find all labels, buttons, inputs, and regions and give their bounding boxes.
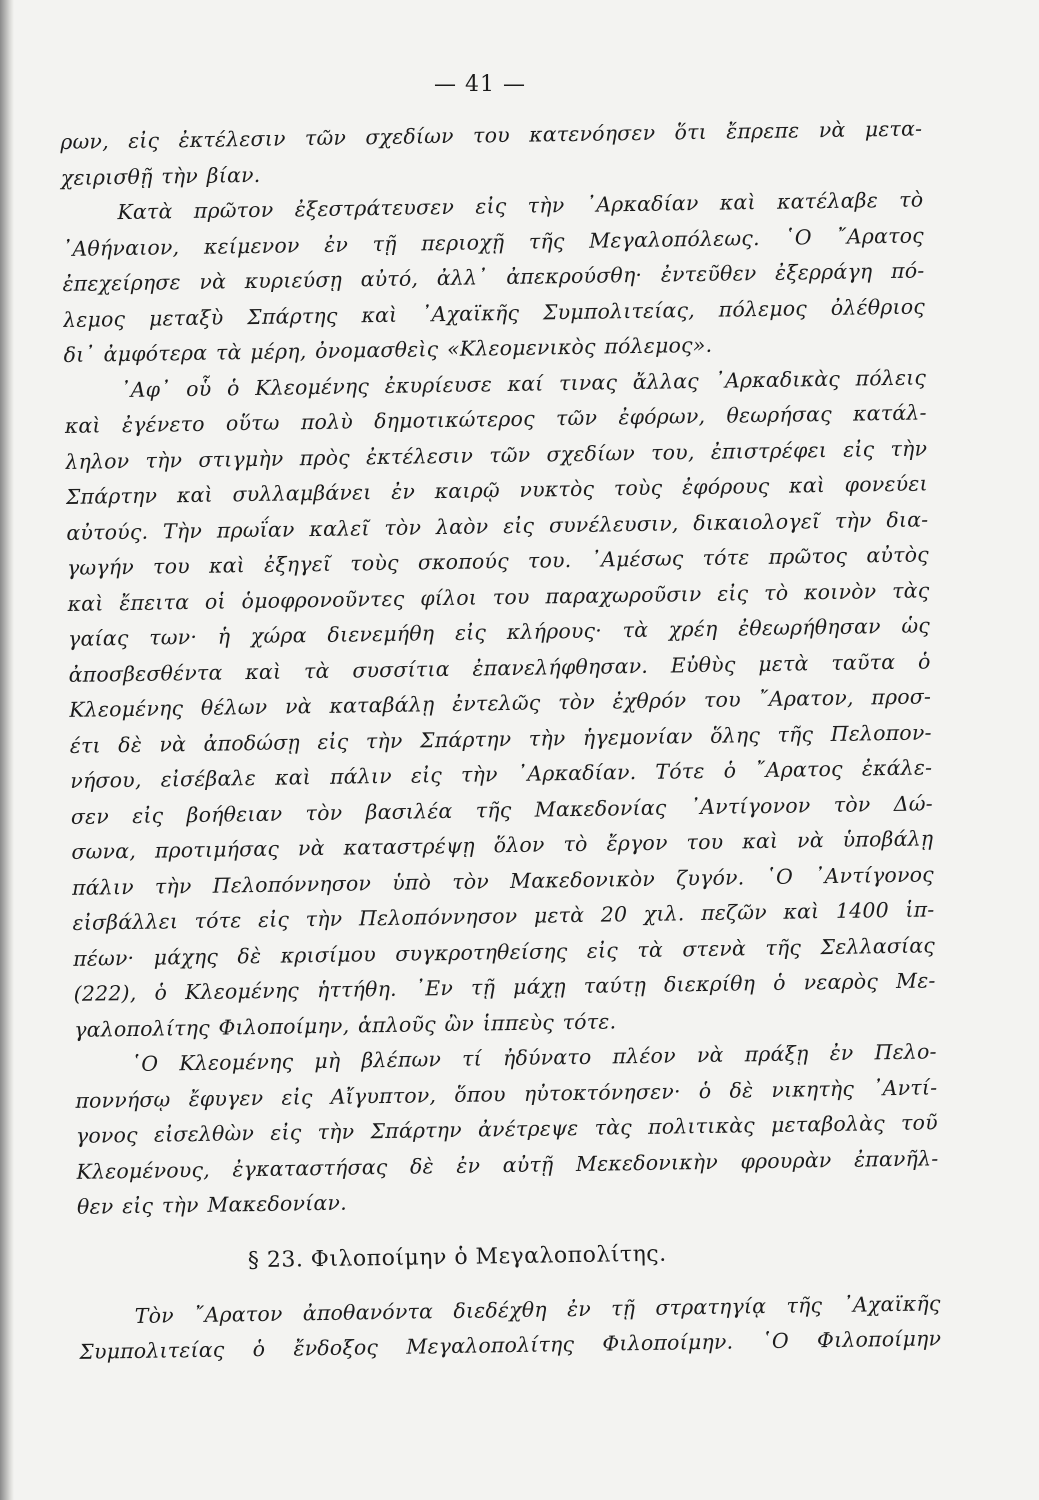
text-line: ἐπεχείρησε νὰ κυριεύσῃ αὐτό, ἀλλ᾿ ἀπεκρούσθη· ἐντεῦθεν ἐξερράγη πό-: [62, 258, 925, 296]
text-line: (222), ὁ Κλεομένης ἡττήθη. ᾿Εν τῇ μάχῃ ταύτῃ διεκρίθη ὁ νεαρὸς Με-: [73, 968, 936, 1006]
text-line: θεν εἰς τὴν Μακεδονίαν.: [76, 1190, 347, 1219]
text-line: δι᾿ ἀμφότερα τὰ μέρη, ὀνομασθεὶς «Κλεομενικὸς πόλεμος».: [63, 332, 713, 367]
text-line: γωγήν του καὶ ἐξηγεῖ τοὺς σκοπούς του. ᾿Αμέσως τότε πρῶτος αὐτὸς: [66, 542, 930, 580]
text-line: Συμπολιτείας ὁ ἔνδοξος Μεγαλοπολίτης Φιλοποίμην. ῾Ο Φιλοποίμην: [79, 1326, 942, 1364]
text-line: ποννήσῳ ἔφυγεν εἰς Αἴγυπτον, ὅπου ηὐτοκτόνησεν· ὁ δὲ νικητὴς ᾿Αντί-: [75, 1074, 938, 1113]
text-line: γαίας των· ἡ χώρα διενεμήθη εἰς κλήρους· τὰ χρέη ἐθεωρήθησαν ὡς: [67, 613, 931, 651]
page-body: [60, 111, 941, 1370]
text-line: νήσου, εἰσέβαλε καὶ πάλιν εἰς τὴν ᾿Αρκαδίαν. Τότε ὁ ῎Αρατος ἐκάλε-: [70, 755, 933, 793]
text-line: σωνα, προτιμήσας νὰ καταστρέψῃ ὅλον τὸ ἔργον του καὶ νὰ ὑποβάλῃ: [71, 826, 934, 864]
text-line: χειρισθῇ τὴν βίαν.: [60, 162, 261, 190]
text-line: Κατὰ πρῶτον ἐξεστράτευσεν εἰς τὴν ᾿Αρκαδίαν καὶ κατέλαβε τὸ: [117, 187, 924, 225]
text-line: ἀποσβεσθέντα καὶ τὰ συσσίτια ἐπανελήφθησαν. Εὐθὺς μετὰ ταῦτα ὁ: [68, 648, 931, 687]
text-line: γαλοπολίτης Φιλοποίμην, ἁπλοῦς ὢν ἱππεὺς τότε.: [74, 1008, 617, 1042]
text-line: γονος εἰσελθὼν εἰς τὴν Σπάρτην ἀνέτρεψε τὰς πολιτικὰς μεταβολὰς τοῦ: [75, 1110, 938, 1148]
page-number: — 41 —: [434, 72, 526, 97]
text-line: λεμος μεταξὺ Σπάρτης καὶ ᾿Αχαϊκῆς Συμπολιτείας, πόλεμος ὀλέθριος: [62, 293, 926, 332]
text-line: πέων· μάχης δὲ κρισίμου συγκροτηθείσης εἰς τὰ στενὰ τῆς Σελλασίας: [72, 932, 936, 971]
text-line: αὐτούς. Τὴν πρωΐαν καλεῖ τὸν λαὸν εἰς συνέλευσιν, δικαιολογεῖ τὴν δια-: [66, 506, 929, 545]
text-line: καὶ ἔπειτα οἱ ὁμοφρονοῦντες φίλοι του παραχωροῦσιν εἰς τὸ κοινὸν τὰς: [67, 577, 930, 616]
section-heading: § 23. Φιλοποίμην ὁ Μεγαλοπολίτης.: [247, 1241, 667, 1273]
paragraph-3: [64, 360, 936, 1048]
text-line: ῾Ο Κλεομένης μὴ βλέπων τί ἠδύνατο πλέον νὰ πράξῃ ἐν Πελο-: [130, 1039, 937, 1077]
paragraph-5: [78, 1286, 941, 1371]
text-line: Σπάρτην καὶ συλλαμβάνει ἐν καιρῷ νυκτὸς τοὺς ἐφόρους καὶ φονεύει: [65, 471, 928, 509]
text-line: ᾿Αθήναιον, κείμενον ἐν τῇ περιοχῇ τῆς Μεγαλοπόλεως. ῾Ο ῎Αρατος: [61, 222, 925, 261]
paragraph-4: [74, 1034, 939, 1225]
text-line: Κλεομένους, ἐγκαταστήσας δὲ ἐν αὐτῇ Μεκεδονικὴν φρουρὰν ἐπανῆλ-: [76, 1145, 939, 1184]
text-line: ληλον τὴν στιγμὴν πρὸς ἐκτέλεσιν τῶν σχεδίων του, ἐπιστρέφει εἰς τὴν: [65, 435, 928, 474]
text-line: ᾿Αφ᾿ οὗ ὁ Κλεομένης ἐκυρίευσε καί τινας ἄλλας ᾿Αρκαδικὰς πόλεις: [119, 364, 927, 402]
text-line: καὶ ἐγένετο οὕτω πολὺ δημοτικώτερος τῶν ἐφόρων, θεωρήσας κατάλ-: [64, 400, 927, 438]
text-line: σεν εἰς βοήθειαν τὸν βασιλέα τῆς Μακεδονίας ᾿Αντίγονον τὸν Δώ-: [70, 790, 933, 829]
paragraph-1: [60, 111, 923, 196]
text-line: Κλεομένης θέλων νὰ καταβάλῃ ἐντελῶς τὸν ἐχθρόν του ῎Αρατον, προσ-: [69, 684, 932, 722]
text-line: ρων, εἰς ἐκτέλεσιν τῶν σχεδίων του κατενόησεν ὅτι ἔπρεπε νὰ μετα-: [60, 116, 923, 154]
text-line: έτι δὲ νὰ ἀποδώσῃ εἰς τὴν Σπάρτην τὴν ἡγεμονίαν ὅλης τῆς Πελοπον-: [69, 719, 932, 758]
text-line: Τὸν ῎Αρατον ἀποθανόντα διεδέχθη ἐν τῇ στρατηγίᾳ τῆς ᾿Αχαϊκῆς: [134, 1290, 941, 1328]
paragraph-2: [61, 182, 926, 373]
text-line: πάλιν τὴν Πελοπόννησον ὑπὸ τὸν Μακεδονικὸν ζυγόν. ῾Ο ᾿Αντίγονος: [71, 861, 935, 900]
text-line: εἰσβάλλει τότε εἰς τὴν Πελοπόννησον μετὰ 20 χιλ. πεζῶν καὶ 1400 ἱπ-: [72, 897, 935, 935]
page-edge-shadow: [0, 0, 14, 1500]
